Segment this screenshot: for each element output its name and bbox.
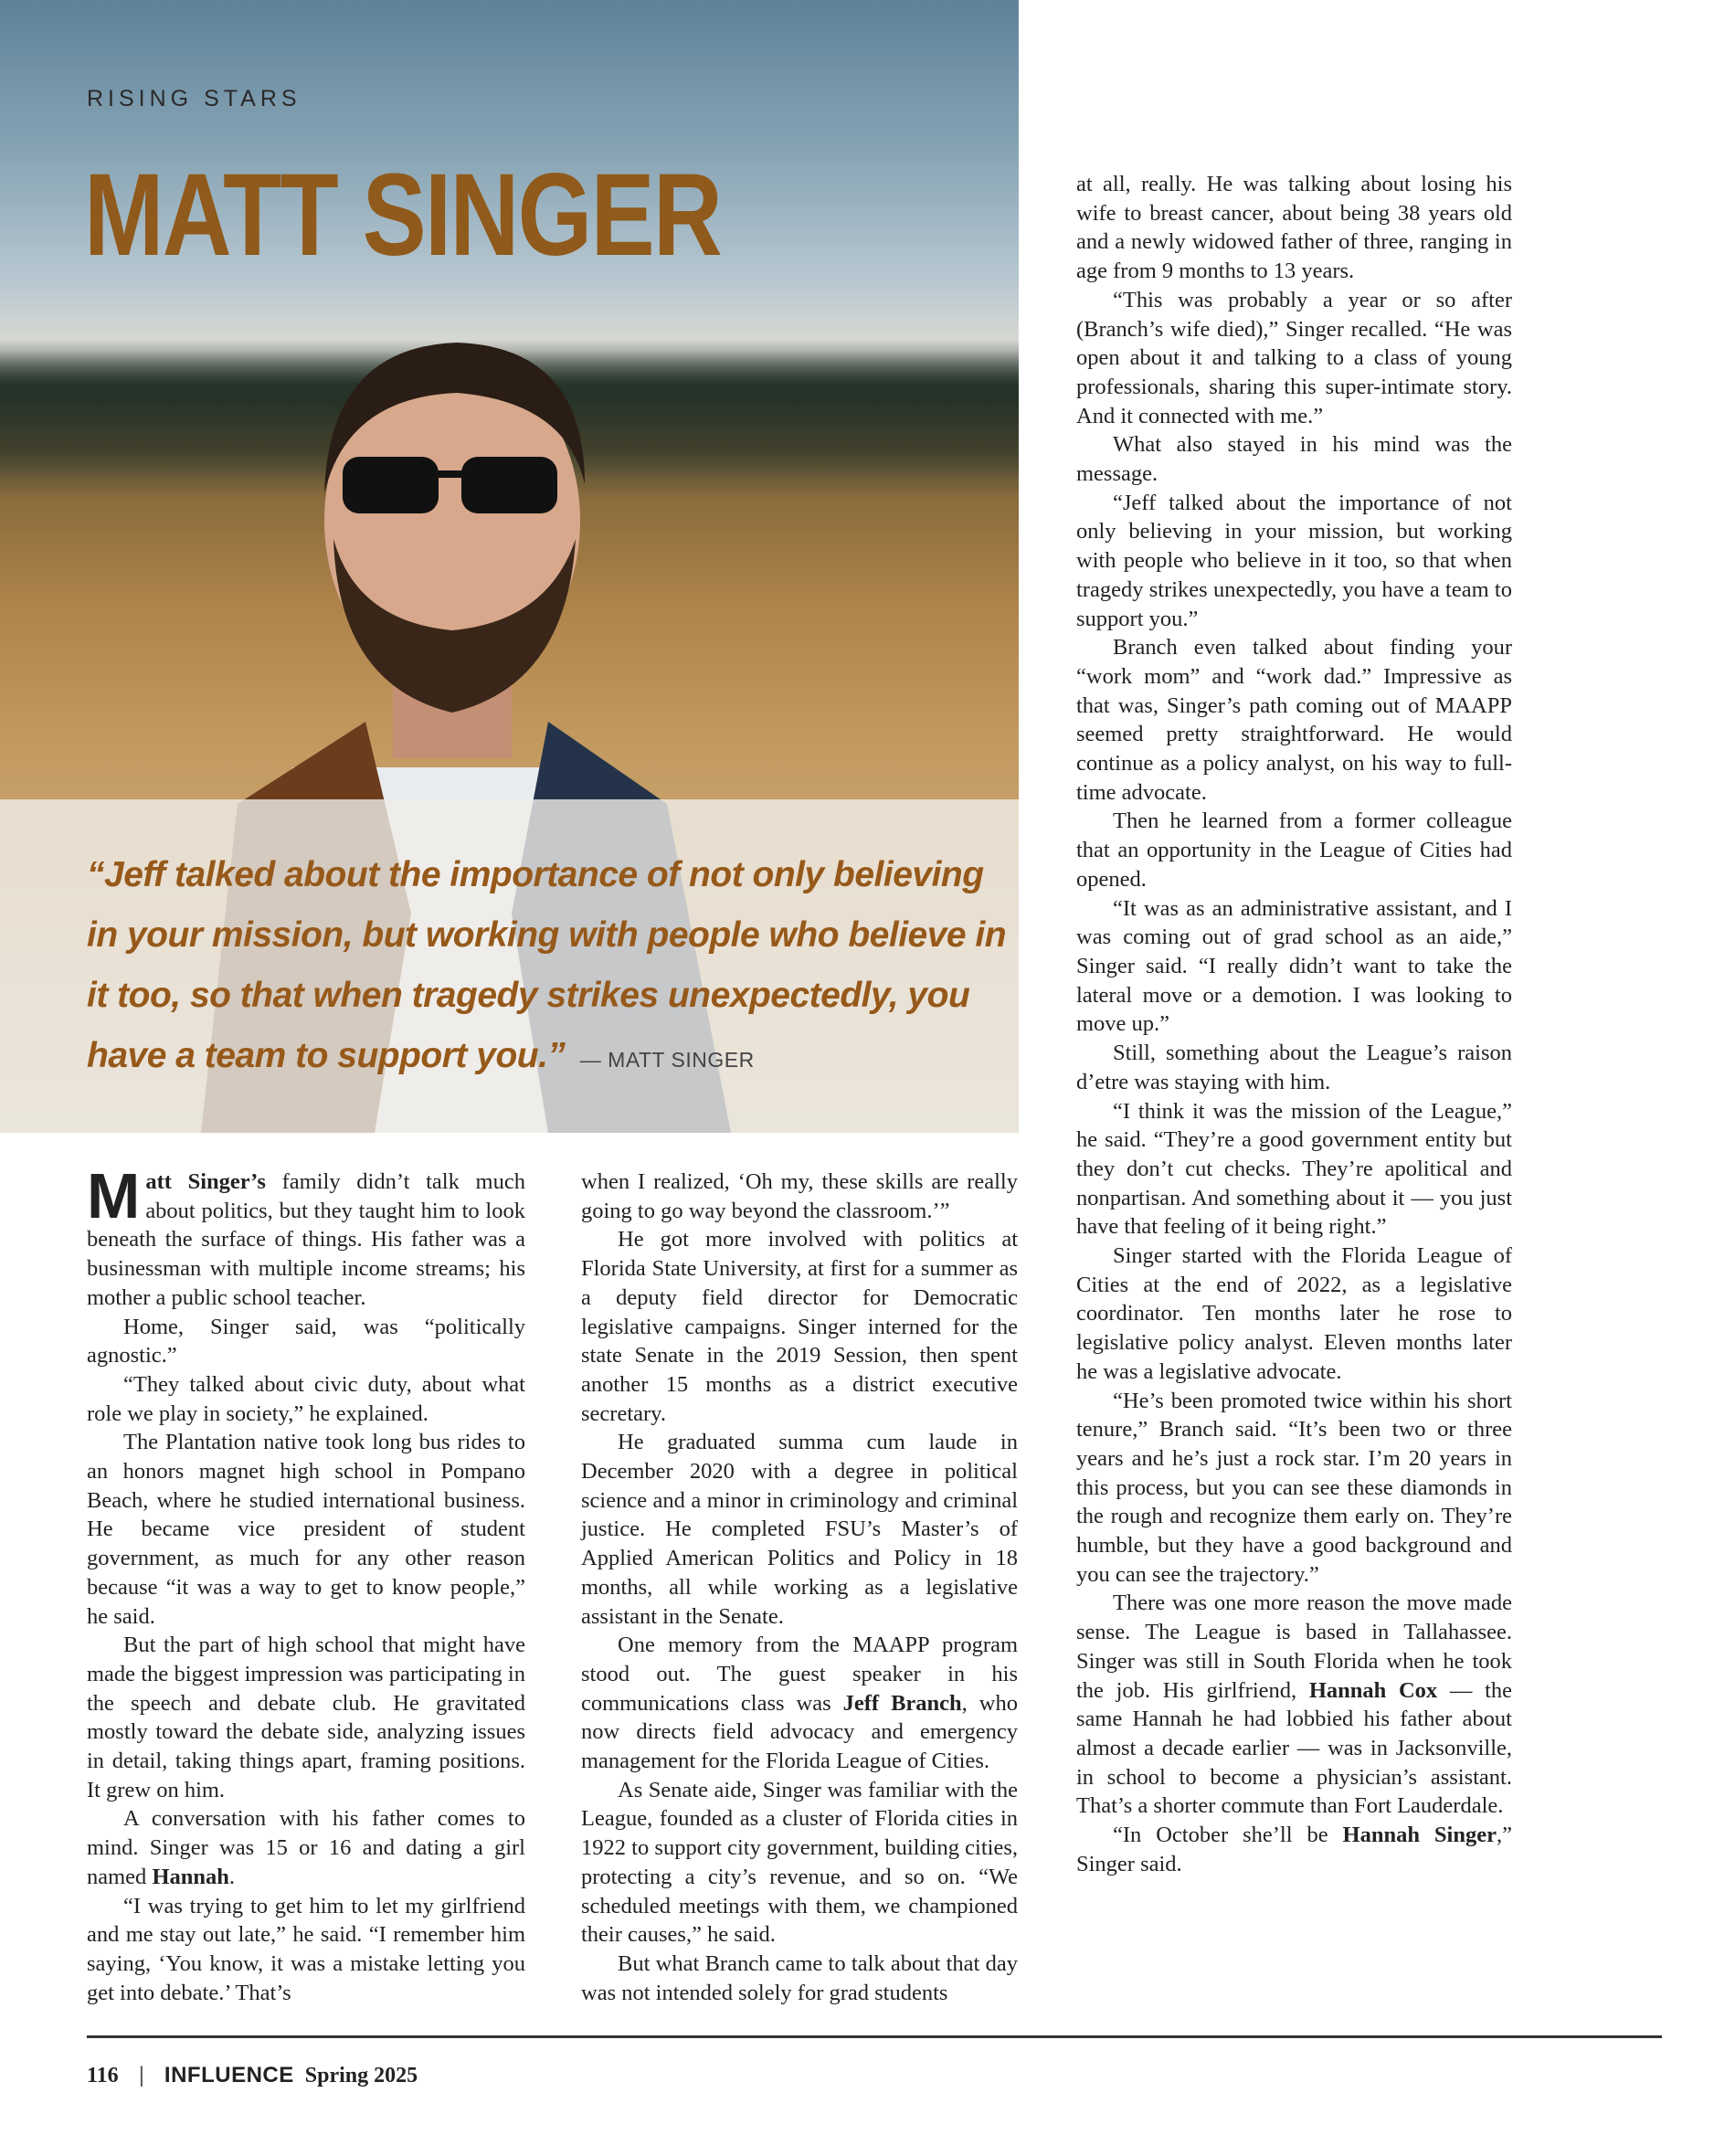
paragraph: “He’s been promoted twice within his short tenure,” Branch said. “It’s been two or three years and he’s just a rock star. I’m 20 years in this process, but you can see these diamonds in the rough and recognize them early on. They’re humble, but they have a good background and you can see the trajectory.” — [1076, 1388, 1512, 1587]
paragraph — [1076, 1589, 1512, 1821]
paragraph: at all, really. He was talking about losing his wife to breast cancer, about being 38 years old and a newly widowed father of three, ranging in age from 9 months to 13 years. — [1076, 172, 1512, 284]
page-number: 116 — [87, 2064, 119, 2087]
magazine-name: INFLUENCE — [164, 2063, 294, 2087]
pull-quote-attribution: — MATT SINGER — [579, 1048, 755, 1072]
paragraph: “This was probably a year or so after (Branch’s wife died),” Singer recalled. “He was open about it and talking to a class of young professionals, sharing this super-intimate story. And it connected with me.” — [1076, 287, 1512, 428]
page-footer — [87, 2063, 418, 2088]
pull-quote-text: “Jeff talked about the importance of not only believing in your mission, but working with people who believe in it too, so that when tragedy strikes unexpectedly, you have a team to support you.” — [87, 855, 1007, 1075]
paragraph-text: family didn’t talk much about politics, but they taught him to look beneath the surface of things. His father was a businessman with multiple income streams; his mother a public school teacher. — [87, 1169, 525, 1310]
paragraph — [87, 1160, 525, 1313]
footer-separator: | — [138, 2063, 144, 2087]
bold-name: Hannah Singer — [1342, 1823, 1497, 1848]
bold-name: Jeff Branch — [842, 1690, 962, 1716]
bold-name: Hannah Cox — [1308, 1677, 1438, 1703]
paragraph: Singer started with the Florida League of Cities at the end of 2022, as a legislative coordinator. Ten months later he rose to legislative policy analyst. Eleven months later he was a legislative advocate. — [1076, 1243, 1512, 1384]
paragraph-text: . — [228, 1864, 235, 1889]
section-label: RISING STARS — [87, 86, 302, 111]
paragraph: But what Branch came to talk about that day was not intended solely for grad students — [581, 1950, 1018, 2005]
paragraph: “I think it was the mission of the League,” he said. “They’re a good government entity but they don’t cut checks. They’re apolitical and nonpartisan. And something about it — you just have that feeling of it being right.” — [1076, 1098, 1512, 1240]
footer-rule — [87, 2035, 1662, 2038]
paragraph — [1076, 1821, 1512, 1878]
bold-name: Hannah — [152, 1864, 229, 1889]
paragraph-text: — the same Hannah he had lobbied his father about almost a decade earlier — was in Jacksonville, in school to become a physician’s assistant. That’s a shorter commute than Fort Lauderdale. — [1076, 1677, 1512, 1819]
paragraph: He graduated summa cum laude in December 2020 with a degree in political science and a minor in criminology and criminal justice. He completed FSU’s Master’s of Applied American Politics and Policy in 18 months, all while working as a legislative assistant in the Senate. — [581, 1430, 1018, 1629]
paragraph: Branch even talked about finding your “work mom” and “work dad.” Impressive as that was, Singer’s path coming out of MAAPP seemed pretty straightforward. He would continue as a policy analyst, on his way to full-time advocate. — [1076, 635, 1512, 805]
paragraph — [87, 1804, 525, 1891]
paragraph: As Senate aide, Singer was familiar with the League, founded as a cluster of Florida cities in 1922 to support city government, building cities, protecting a city’s revenue, and so on. “We scheduled meetings with them, we championed their causes,” he said. — [581, 1777, 1018, 1948]
paragraph-text: ,” Singer said. — [1076, 1823, 1512, 1876]
lead-name: att Singer’s — [145, 1169, 266, 1194]
paragraph-text: There was one more reason the move made sense. The League is based in Tallahassee. Singer was still in South Florida when he took the job. His girlfriend, — [1076, 1591, 1512, 1703]
paragraph: Then he learned from a former colleague that an opportunity in the League of Cities had opened. — [1076, 808, 1512, 892]
paragraph: But the part of high school that might have made the biggest impression was participating in the speech and debate club. He gravitated mostly toward the debate side, analyzing issues in detail, taking things apart, framing positions. It grew on him. — [87, 1633, 525, 1802]
article-column-3 — [1076, 170, 1512, 1878]
paragraph-text: One memory from the MAAPP program stood out. The guest speaker in his communications class was — [581, 1633, 1018, 1716]
paragraph: “Jeff talked about the importance of not only believing in your mission, but working with people who believe in it too, so that when tragedy strikes unexpectedly, you have a team to support you.” — [1076, 490, 1512, 631]
paragraph: The Plantation native took long bus rides to an honors magnet high school in Pompano Beach, where he studied international business. He became vice president of student government, as much for any other reason because “it was a way to get to know people,” he said. — [87, 1430, 525, 1629]
article-column-1 — [87, 1160, 525, 2007]
paragraph-text: A conversation with his father comes to mind. Singer was 15 or 16 and dating a girl named — [87, 1806, 525, 1889]
article-column-2 — [581, 1168, 1018, 2007]
paragraph: when I realized, ‘Oh my, these skills are really going to go way beyond the classroom.’” — [581, 1169, 1018, 1223]
paragraph: “I was trying to get him to let my girlfriend and me stay out late,” he said. “I remember him saying, ‘You know, it was a mistake letting you get into debate.’ That’s — [87, 1893, 525, 2005]
headline: MATT SINGER — [84, 150, 722, 280]
paragraph-text: “In October she’ll be — [1113, 1823, 1343, 1848]
paragraph: Home, Singer said, was “politically agnostic.” — [87, 1314, 525, 1369]
paragraph: He got more involved with politics at Florida State University, at first for a summer as a deputy field director for Democratic legislative campaigns. Singer interned for the state Senate in the 2019 Session, then spent another 15 months as a district executive secretary. — [581, 1227, 1018, 1426]
paragraph: “It was as an administrative assistant, and I was coming out of grad school as an aide,” Singer said. “I really didn’t want to take the lateral move or a demotion. I was looking to move up.” — [1076, 895, 1512, 1037]
paragraph: Still, something about the League’s raison d’etre was staying with him. — [1076, 1041, 1512, 1094]
paragraph — [581, 1631, 1018, 1776]
issue-label: Spring 2025 — [304, 2064, 418, 2087]
drop-cap: M — [87, 1160, 141, 1231]
pull-quote — [87, 845, 1010, 1090]
paragraph: What also stayed in his mind was the message. — [1076, 432, 1512, 487]
paragraph-text: , who now directs field advocacy and emergency management for the Florida League of Cities. — [581, 1690, 1018, 1774]
paragraph: “They talked about civic duty, about what role we play in society,” he explained. — [87, 1371, 525, 1426]
